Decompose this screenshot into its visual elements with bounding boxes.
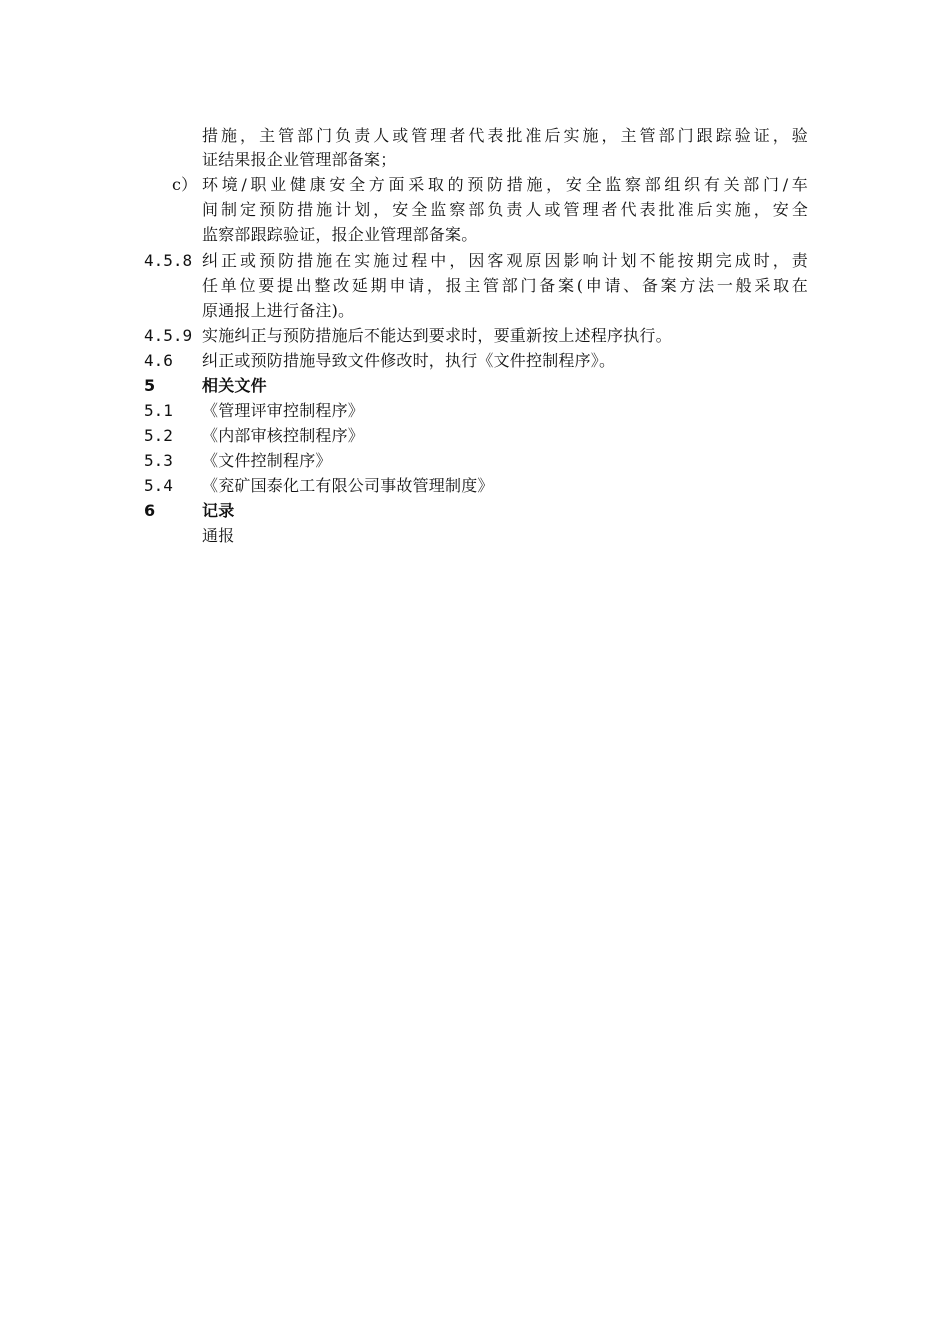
ref-item-number: 5.4	[144, 476, 173, 495]
ref-item-number: 5.2	[144, 426, 173, 445]
para-line-1: 措施，主管部门负责人或管理者代表批准后实施，主管部门跟踪验证，验	[202, 126, 808, 145]
section-5-title: 相关文件	[202, 376, 267, 395]
clause-number-4-5-9: 4.5.9	[144, 326, 193, 345]
section-6-number: 6	[144, 501, 156, 520]
ref-item-text: 《管理评审控制程序》	[202, 401, 365, 420]
para-line-5: 监察部跟踪验证，报企业管理部备案。	[202, 225, 478, 244]
ref-item-text: 《兖矿国泰化工有限公司事故管理制度》	[202, 476, 494, 495]
clause-number-4-5-8: 4.5.8	[144, 251, 193, 270]
para-line-2: 证结果报企业管理部备案；	[202, 150, 397, 169]
ref-item-text: 《内部审核控制程序》	[202, 426, 365, 445]
para-line-8: 原通报上进行备注)。	[202, 301, 355, 320]
ref-item-number: 5.3	[144, 451, 173, 470]
record-item: 通报	[202, 526, 235, 545]
section-6-title: 记录	[202, 501, 235, 520]
para-line-7: 任单位要提出整改延期申请，报主管部门备案(申请、备案方法一般采取在	[202, 276, 808, 295]
para-line-3: 环境/职业健康安全方面采取的预防措施，安全监察部组织有关部门/车	[202, 175, 808, 194]
ref-item-text: 《文件控制程序》	[202, 451, 332, 470]
para-line-9: 实施纠正与预防措施后不能达到要求时，要重新按上述程序执行。	[202, 326, 672, 345]
clause-number-4-6: 4.6	[144, 351, 173, 370]
para-line-10: 纠正或预防措施导致文件修改时，执行《文件控制程序》。	[202, 351, 616, 370]
ref-item-number: 5.1	[144, 401, 173, 420]
para-line-4: 间制定预防措施计划，安全监察部负责人或管理者代表批准后实施，安全	[202, 200, 808, 219]
para-line-6: 纠正或预防措施在实施过程中，因客观原因影响计划不能按期完成时，责	[202, 251, 808, 270]
list-marker-c: c）	[172, 175, 198, 194]
section-5-number: 5	[144, 376, 156, 395]
